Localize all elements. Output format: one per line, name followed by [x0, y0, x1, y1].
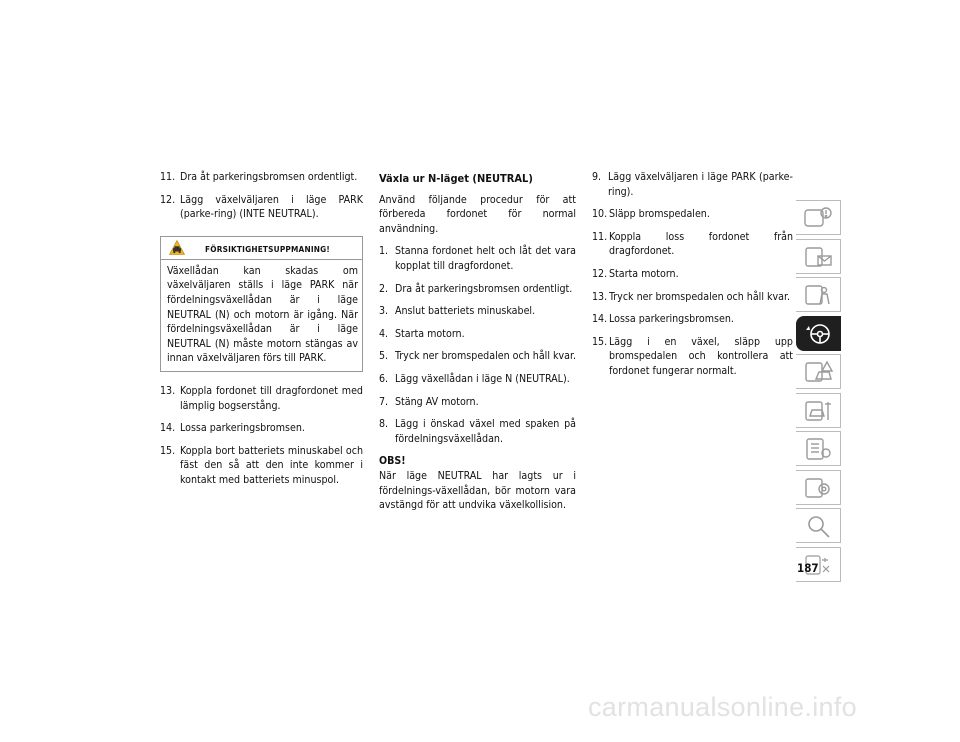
list-item [379, 395, 576, 410]
note-label: OBS! [379, 455, 406, 468]
item-number: 8. [379, 418, 389, 431]
list-item [592, 290, 793, 305]
item-number: 12. [592, 267, 608, 280]
list-item [160, 421, 363, 436]
specifications-icon [802, 475, 834, 501]
list-item [592, 170, 793, 199]
caution-title: FÖRSIKTIGHETSUPPMANING! [205, 243, 330, 254]
tab-emergency[interactable] [796, 354, 841, 389]
item-number: 4. [379, 327, 389, 340]
item-number: 7. [379, 395, 389, 408]
emergency-vehicle-icon [802, 359, 834, 385]
item-number: 10. [592, 208, 608, 221]
item-text: Tryck ner bromspedalen och håll kvar. [395, 350, 576, 363]
item-number: 1. [379, 245, 389, 258]
list-item [592, 267, 793, 282]
tab-service[interactable] [796, 393, 841, 428]
item-text: Släpp bromspedalen. [609, 208, 710, 221]
item-text: Koppla loss fordonet från dragfordonet. [609, 230, 793, 258]
item-number: 14. [592, 313, 608, 326]
steering-wheel-icon [802, 321, 834, 347]
list-item [592, 312, 793, 327]
item-text: Tryck ner bromspedalen och håll kvar. [609, 290, 790, 303]
tab-safety[interactable] [796, 239, 841, 274]
item-text: Starta motorn. [395, 327, 465, 340]
list-item [160, 444, 363, 488]
list-item [379, 349, 576, 364]
list-item [592, 207, 793, 222]
tab-specifications[interactable] [796, 470, 841, 505]
caution-text: Växellådan kan skadas om växelväljaren ställs i läge PARK när fördelningsväxellådan är i läge NEUTRAL (N) och motorn är igång. När fördelningsväxellådan är i läge NEUTRAL (N) måste motorn stängas av innan växelväljaren förs till PARK. [167, 264, 358, 365]
item-number: 13. [160, 384, 176, 397]
item-number: 11. [592, 230, 608, 243]
item-text: Lägg i en växel, släpp upp bromspedalen och kontrollera att fordonet fungerar normalt. [609, 335, 793, 377]
list-item [379, 327, 576, 342]
item-number: 11. [160, 171, 176, 183]
item-text: Lossa parkeringsbromsen. [609, 313, 734, 326]
list-item [379, 282, 576, 297]
column-3 [592, 170, 793, 387]
section-heading: Växla ur N-läget (NEUTRAL) [379, 172, 533, 185]
list-item [379, 244, 576, 273]
item-text: Starta motorn. [609, 267, 679, 280]
intro-paragraph: Använd följande procedur för att förbereda fordonet för normal användning. [379, 193, 576, 235]
dashboard-warning-icon [802, 205, 834, 231]
seat-safety-icon [802, 282, 834, 308]
item-text: Lägg växellådan i läge N (NEUTRAL). [395, 372, 570, 385]
list-item [160, 193, 363, 222]
list-item [379, 372, 576, 387]
list-item [379, 304, 576, 319]
caution-box [160, 236, 363, 372]
caution-car-icon [169, 240, 185, 255]
search-index-icon [802, 513, 834, 539]
item-number: 15. [592, 335, 608, 348]
item-number: 13. [592, 290, 608, 303]
column-2 [379, 170, 576, 521]
item-number: 3. [379, 305, 389, 318]
item-text: Lägg växelväljaren i läge PARK (parke-ring) (INTE NEUTRAL). [180, 193, 363, 221]
item-text: Dra åt parkeringsbromsen ordentligt. [395, 282, 573, 295]
tab-dashboard[interactable] [796, 200, 841, 235]
item-text: Stäng AV motorn. [395, 395, 479, 408]
tab-driving[interactable] [796, 316, 841, 351]
service-vehicle-icon [802, 398, 834, 424]
item-text: Anslut batteriets minuskabel. [395, 305, 536, 318]
item-text: Lägg växelväljaren i läge PARK (parke-ring). [608, 171, 793, 198]
item-text: Dra åt parkeringsbromsen ordentligt. [180, 171, 358, 183]
list-item [160, 384, 363, 413]
checklist-icon [802, 436, 834, 462]
caution-header [161, 237, 362, 260]
note [379, 454, 576, 512]
item-number: 9. [592, 171, 602, 183]
item-number: 2. [379, 282, 389, 295]
item-number: 12. [160, 193, 176, 206]
item-text: Lossa parkeringsbromsen. [180, 422, 305, 435]
safety-mail-icon [802, 244, 834, 270]
item-text: Stanna fordonet helt och låt det vara kopplat till dragfordonet. [395, 245, 576, 272]
page-number: 187 [797, 561, 819, 575]
note-text: När läge NEUTRAL har lagts ur i fördelnings-växellådan, bör motorn vara avstängd för att undvika växelkollision. [379, 469, 576, 512]
list-item [379, 417, 576, 446]
tab-index[interactable] [796, 508, 841, 543]
chapter-tabs [796, 200, 841, 585]
list-item [592, 335, 793, 379]
item-number: 15. [160, 444, 176, 457]
list-item [160, 170, 363, 185]
tab-seats[interactable] [796, 277, 841, 312]
item-number: 6. [379, 372, 389, 385]
tab-maintenance[interactable] [796, 431, 841, 466]
item-number: 14. [160, 422, 176, 435]
item-text: Koppla bort batteriets minuskabel och fäst den så att den inte kommer i kontakt med batteriets minuspol. [180, 444, 363, 486]
column-1 [160, 170, 363, 496]
item-text: Lägg i önskad växel med spaken på fördelningsväxellådan. [395, 418, 576, 445]
watermark: carmanualsonline.info [588, 692, 857, 722]
list-item [592, 230, 793, 259]
item-text: Koppla fordonet till dragfordonet med lämplig bogserstång. [180, 384, 363, 412]
item-number: 5. [379, 350, 389, 363]
